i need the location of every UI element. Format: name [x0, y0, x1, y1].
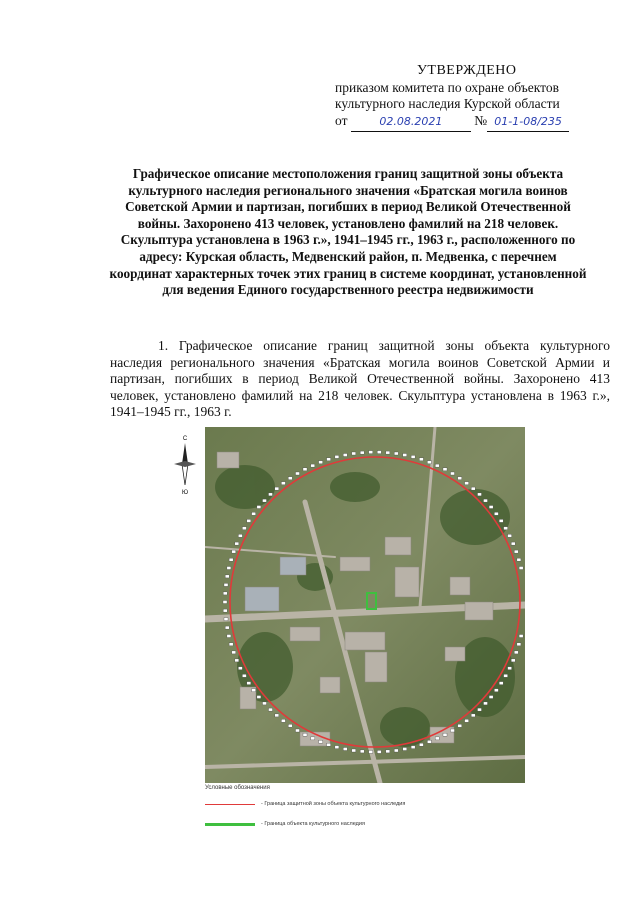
from-label: от — [335, 113, 348, 128]
boundary-point-marker — [419, 458, 423, 461]
boundary-point-marker — [224, 618, 228, 621]
boundary-point-marker — [263, 702, 267, 705]
boundary-point-marker — [471, 714, 475, 717]
legend-label-object: - Граница объекта культурного наследия — [261, 821, 365, 827]
boundary-point-marker — [386, 750, 390, 753]
boundary-point-marker — [465, 482, 469, 485]
boundary-point-marker — [296, 729, 300, 732]
boundary-point-marker — [360, 451, 364, 454]
order-number: 01-1-08/235 — [487, 113, 569, 132]
boundary-point-marker — [427, 461, 431, 464]
boundary-point-marker — [403, 454, 407, 457]
boundary-point-marker — [252, 689, 256, 692]
boundary-point-marker — [225, 575, 229, 578]
boundary-point-marker — [319, 461, 323, 464]
boundary-point-marker — [394, 452, 398, 455]
boundary-point-marker — [232, 550, 236, 553]
boundary-point-marker — [223, 592, 227, 595]
boundary-point-marker — [247, 682, 251, 685]
boundary-point-marker — [224, 583, 228, 586]
boundary-point-marker — [235, 542, 239, 545]
boundary-point-marker — [494, 512, 498, 515]
boundary-point-marker — [275, 714, 279, 717]
boundary-point-marker — [386, 451, 390, 454]
document-title: Графическое описание местоположения границ защитной зоны объекта культурного наследия регионального значения «Братская могила воинов Советской Армии и партизан, погибших в период Великой Отечественной войны. Захоронено 413 человек, установлено фамилий на 218 человек. Скульптура установлена в 1963 г.», 1941–1945 гг., 1963 г., расположенного по адресу: Курская область, Медвенский район, п. Медвенка, с перечнем координат характерных точек этих границ в системе координат, установленной для ведения Единого государственного реестра недвижимости — [109, 166, 587, 298]
boundary-point-marker — [517, 558, 521, 561]
map-legend — [205, 785, 535, 831]
boundary-point-marker — [511, 659, 515, 662]
boundary-point-marker — [484, 499, 488, 502]
boundary-point-marker — [369, 451, 373, 454]
boundary-point-marker — [238, 667, 242, 670]
boundary-point-marker — [257, 696, 261, 699]
boundary-point-marker — [281, 482, 285, 485]
boundary-point-marker — [435, 464, 439, 467]
boundary-point-marker — [471, 487, 475, 490]
boundary-point-marker — [504, 527, 508, 530]
boundary-point-marker — [443, 468, 447, 471]
boundary-point-marker — [499, 682, 503, 685]
boundary-point-marker — [458, 724, 462, 727]
boundary-point-marker — [223, 609, 227, 612]
boundary-point-marker — [465, 719, 469, 722]
paragraph-1-text: 1. Графическое описание границ защитной зоны объекта культурного наследия регионального значения «Братская могила воинов Советской Армии и партизан, погибших в период Великой Отечественной войны. Захоронено 413 человек, установлено фамилий на 218 человек. Скульптура установлена в 1963 г.», 1941–1945 гг., 1963 г. — [110, 338, 610, 420]
boundary-point-marker — [257, 506, 261, 509]
boundary-point-marker — [247, 519, 251, 522]
approval-signature-line — [335, 112, 605, 132]
boundary-point-marker — [511, 542, 515, 545]
boundary-point-marker — [369, 750, 373, 753]
boundary-point-marker — [223, 601, 227, 604]
aerial-map — [205, 427, 525, 783]
compass-north-label: С — [182, 436, 188, 442]
boundary-point-marker — [514, 651, 518, 654]
section-1-paragraph — [110, 338, 610, 421]
boundary-point-marker — [443, 733, 447, 736]
boundary-point-marker — [281, 719, 285, 722]
boundary-point-marker — [327, 743, 331, 746]
legend-item-object — [205, 817, 535, 831]
approval-heading: УТВЕРЖДЕНО — [417, 63, 517, 78]
boundary-point-marker — [494, 689, 498, 692]
boundary-point-marker — [519, 567, 523, 570]
boundary-point-marker — [319, 740, 323, 743]
compass-rose-icon — [170, 432, 200, 496]
boundary-point-marker — [489, 506, 493, 509]
boundary-point-marker — [252, 512, 256, 515]
boundary-point-marker — [343, 748, 347, 751]
boundary-point-marker — [352, 749, 356, 752]
boundary-point-marker — [484, 702, 488, 705]
boundary-point-marker — [263, 499, 267, 502]
approval-line-2: культурного наследия Курской области — [335, 96, 560, 111]
boundary-point-marker — [514, 550, 518, 553]
boundary-point-marker — [303, 468, 307, 471]
boundary-point-marker — [377, 451, 381, 454]
boundary-point-marker — [229, 558, 233, 561]
boundary-point-marker — [303, 733, 307, 736]
boundary-point-marker — [435, 737, 439, 740]
boundary-point-marker — [343, 454, 347, 457]
boundary-point-marker — [225, 626, 229, 629]
boundary-point-marker — [335, 746, 339, 749]
order-date: 02.08.2021 — [351, 113, 471, 132]
boundary-point-marker — [288, 724, 292, 727]
boundary-point-marker — [296, 472, 300, 475]
boundary-point-marker — [229, 643, 233, 646]
number-label: № — [474, 113, 488, 128]
boundary-point-marker — [311, 737, 315, 740]
boundary-point-marker — [451, 472, 455, 475]
legend-title: Условные обозначения — [205, 785, 270, 791]
boundary-point-marker — [275, 487, 279, 490]
legend-swatch-zone — [205, 804, 255, 805]
boundary-point-marker — [288, 477, 292, 480]
boundary-point-marker — [335, 455, 339, 458]
boundary-point-marker — [235, 659, 239, 662]
boundary-point-marker — [269, 708, 273, 711]
boundary-point-marker — [394, 749, 398, 752]
boundary-point-marker — [508, 534, 512, 537]
boundary-point-marker — [232, 651, 236, 654]
boundary-point-marker — [269, 493, 273, 496]
boundary-point-marker — [478, 493, 482, 496]
boundary-point-marker — [411, 455, 415, 458]
boundary-point-marker — [227, 635, 231, 638]
boundary-point-marker — [227, 567, 231, 570]
boundary-point-marker — [517, 643, 521, 646]
boundary-point-marker — [377, 750, 381, 753]
boundary-point-marker — [242, 527, 246, 530]
legend-swatch-object — [205, 823, 255, 826]
boundary-point-marker — [411, 746, 415, 749]
boundary-point-marker — [499, 519, 503, 522]
boundary-point-marker — [504, 674, 508, 677]
boundary-point-marker — [419, 743, 423, 746]
compass-south-label: Ю — [181, 490, 189, 496]
boundary-point-marker — [508, 667, 512, 670]
approval-line-1: приказом комитета по охране объектов — [335, 80, 559, 95]
approval-block — [335, 62, 605, 132]
boundary-point-marker — [458, 477, 462, 480]
boundary-point-marker — [238, 534, 242, 537]
boundary-point-marker — [403, 748, 407, 751]
boundary-point-marker — [519, 635, 523, 638]
boundary-point-marker — [311, 464, 315, 467]
boundary-point-marker — [352, 452, 356, 455]
boundary-point-marker — [478, 708, 482, 711]
boundary-point-marker — [242, 674, 246, 677]
boundary-point-marker — [427, 740, 431, 743]
boundary-point-marker — [327, 458, 331, 461]
boundary-point-marker — [360, 750, 364, 753]
legend-label-zone: - Граница защитной зоны объекта культурного наследия — [261, 801, 406, 807]
legend-item-zone — [205, 797, 535, 811]
boundary-point-marker — [451, 729, 455, 732]
boundary-point-marker — [489, 696, 493, 699]
